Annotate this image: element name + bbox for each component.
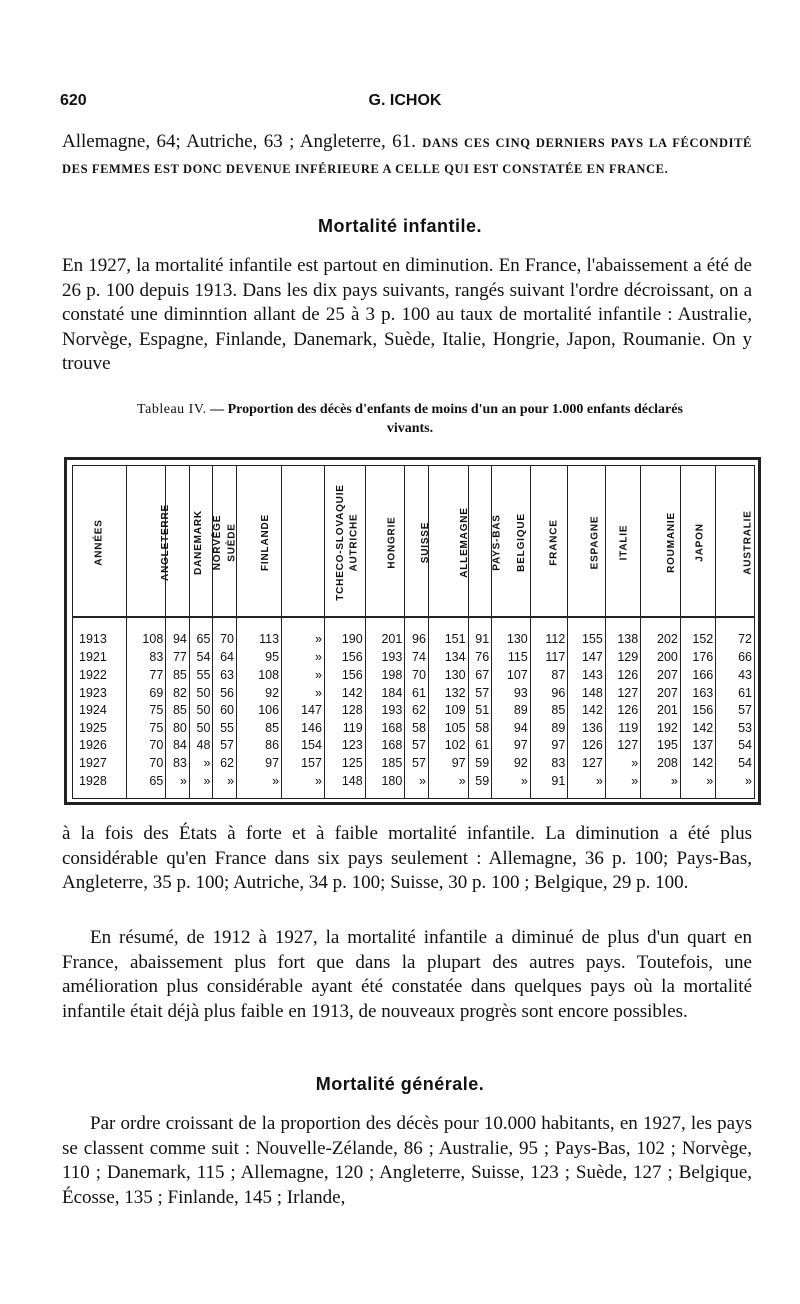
- table-cell: »: [237, 772, 282, 799]
- table-frame: [64, 457, 761, 805]
- table-row: [73, 701, 755, 719]
- column-header: [237, 466, 282, 618]
- table-cell: 126: [605, 666, 640, 684]
- table-cell: 83: [126, 648, 166, 666]
- table-cell: 168: [365, 737, 405, 755]
- table-cell: »: [189, 754, 213, 772]
- year-cell: 1913: [73, 617, 127, 648]
- section-title-infant: Mortalité infantile.: [317, 216, 482, 236]
- general-paragraph-1: Par ordre croissant de la proportion des décès pour 10.000 habitants, en 1927, les pays se classent comme suit : Nouvelle-Zélande, 86 ; Australie, 95 ; Pays-Bas, 102 ; Norvège, 110 ; Danemark, 115 ; Allemagne, 120 ; Angleterre, Suisse, 123 ; Suède, 127 ; Belgique, Écosse, 135 ; Finlande, 145 ; Irlande,: [62, 1113, 752, 1208]
- table-cell: 107: [492, 666, 531, 684]
- section-title-general: Mortalité générale.: [315, 1074, 485, 1094]
- table-cell: 142: [324, 684, 365, 702]
- table-cell: »: [680, 772, 715, 799]
- infant-paragraph-2: à la fois des États à forte et à faible mortalité infantile. La diminution a été plus considérable qu'en France dans six pays seulement : Allemagne, 36 p. 100; Pays-Bas, Angleterre, 35 p. 100; Autriche, 34 p. 100; Suisse, 30 p. 100 ; Belgique, 29 p. 100.: [62, 823, 752, 893]
- table-cell: 157: [282, 754, 325, 772]
- table-cell: 148: [568, 684, 606, 702]
- year-cell: 1928: [73, 772, 127, 799]
- table-row: [73, 617, 755, 648]
- table-cell: 57: [213, 737, 237, 755]
- table-cell: 208: [641, 754, 681, 772]
- table-cell: 112: [530, 617, 568, 648]
- table-cell: 70: [213, 617, 237, 648]
- table-cell: 59: [468, 754, 492, 772]
- table-cell: 85: [530, 701, 568, 719]
- table-cell: 96: [530, 684, 568, 702]
- table-cell: 192: [641, 719, 681, 737]
- table-cell: 94: [166, 617, 190, 648]
- table-cell: 207: [641, 666, 681, 684]
- table-cell: 94: [492, 719, 531, 737]
- table-cell: 137: [680, 737, 715, 755]
- table-cell: 54: [716, 754, 755, 772]
- table-cell: 190: [324, 617, 365, 648]
- infant-paragraph-3: En résumé, de 1912 à 1927, la mortalité infantile a diminué de plus d'un quart en France, abaissement plus fort que dans la plupart des autres pays. Toutefois, une amélioration plus considérable ayant été constatée dans quelques pays où la mortalité infantile était déjà plus faible en 1913, de nouveaux progrès sont encore possibles.: [62, 927, 752, 1022]
- table-cell: 132: [428, 684, 468, 702]
- table-cell: 87: [530, 666, 568, 684]
- table-cell: 115: [492, 648, 531, 666]
- table-cell: 126: [568, 737, 606, 755]
- table-cell: 193: [365, 701, 405, 719]
- mortality-table: [72, 465, 755, 799]
- column-header-label: JAPON: [694, 523, 706, 562]
- table-cell: 97: [428, 754, 468, 772]
- table-cell: 136: [568, 719, 606, 737]
- column-header-label: AUTRICHE: [348, 513, 360, 572]
- table-cell: 55: [189, 666, 213, 684]
- column-header: [568, 466, 606, 618]
- table-cell: 76: [468, 648, 492, 666]
- table-cell: 195: [641, 737, 681, 755]
- table-cell: 193: [365, 648, 405, 666]
- table-cell: 97: [237, 754, 282, 772]
- page-number: 620: [60, 92, 87, 109]
- table-cell: 83: [166, 754, 190, 772]
- table-cell: 77: [126, 666, 166, 684]
- table-cell: 126: [605, 701, 640, 719]
- table-cell: 55: [213, 719, 237, 737]
- running-author: G. ICHOK: [368, 92, 442, 109]
- table-cell: 66: [716, 648, 755, 666]
- table-cell: 74: [405, 648, 429, 666]
- table-cell: 168: [365, 719, 405, 737]
- column-header: [405, 466, 432, 618]
- table-cell: 134: [428, 648, 468, 666]
- table-cell: »: [492, 772, 531, 799]
- table-cell: 148: [324, 772, 365, 799]
- table-cell: 142: [680, 754, 715, 772]
- running-header: [60, 92, 750, 114]
- year-cell: 1922: [73, 666, 127, 684]
- column-header: [126, 466, 171, 618]
- table-cell: 127: [605, 684, 640, 702]
- table-cell: 105: [428, 719, 468, 737]
- table-cell: 65: [189, 617, 213, 648]
- table-cell: 142: [568, 701, 606, 719]
- table-cell: 130: [428, 666, 468, 684]
- column-header-label: FRANCE: [548, 519, 560, 566]
- column-header-label: BELGIQUE: [515, 513, 527, 572]
- table-cell: 119: [324, 719, 365, 737]
- table-cell: 91: [530, 772, 568, 799]
- table-cell: »: [189, 772, 213, 799]
- table-cell: 97: [530, 737, 568, 755]
- table-cell: 70: [405, 666, 429, 684]
- table-cell: 156: [324, 666, 365, 684]
- table-body: [73, 617, 755, 799]
- table-cell: 58: [405, 719, 429, 737]
- table-cell: »: [282, 648, 325, 666]
- table-cell: »: [213, 772, 237, 799]
- table-cell: 96: [405, 617, 429, 648]
- table-cell: 70: [126, 754, 166, 772]
- table-cell: 138: [605, 617, 640, 648]
- table-cell: 147: [282, 701, 325, 719]
- table-row: [73, 684, 755, 702]
- table-cell: 97: [492, 737, 531, 755]
- table-cell: 156: [324, 648, 365, 666]
- table-cell: 54: [716, 737, 755, 755]
- table-cell: 127: [605, 737, 640, 755]
- table-cell: 108: [237, 666, 282, 684]
- table-cell: 166: [680, 666, 715, 684]
- table-row: [73, 737, 755, 755]
- column-header: [282, 466, 346, 618]
- table-cell: »: [716, 772, 755, 799]
- table-cell: 201: [641, 701, 681, 719]
- table-caption: [120, 400, 700, 438]
- table-cell: 69: [126, 684, 166, 702]
- table-cell: 146: [282, 719, 325, 737]
- table-cell: 61: [716, 684, 755, 702]
- table-cell: 50: [189, 719, 213, 737]
- table-cell: 200: [641, 648, 681, 666]
- table-cell: 59: [468, 772, 492, 799]
- table-cell: 130: [492, 617, 531, 648]
- table-cell: »: [568, 772, 606, 799]
- column-header-label: ROUMANIE: [666, 512, 678, 573]
- table-label: Tableau IV.: [137, 402, 207, 417]
- table-cell: 89: [530, 719, 568, 737]
- table-cell: »: [282, 772, 325, 799]
- table-cell: 95: [237, 648, 282, 666]
- table-cell: 50: [189, 701, 213, 719]
- table-cell: 123: [324, 737, 365, 755]
- table-cell: 60: [213, 701, 237, 719]
- table-cell: 202: [641, 617, 681, 648]
- table-cell: »: [605, 754, 640, 772]
- year-cell: 1921: [73, 648, 127, 666]
- table-cell: 106: [237, 701, 282, 719]
- column-header: [680, 466, 715, 618]
- year-cell: 1924: [73, 701, 127, 719]
- column-header-label: TCHECO-SLOVAQUIE: [334, 484, 346, 601]
- column-header-label: NORVÈGE: [212, 514, 224, 571]
- table-cell: 61: [468, 737, 492, 755]
- table-cell: 65: [126, 772, 166, 799]
- table-cell: 57: [405, 737, 429, 755]
- table-cell: 75: [126, 701, 166, 719]
- table-cell: 198: [365, 666, 405, 684]
- table-cell: 63: [213, 666, 237, 684]
- table-cell: 57: [405, 754, 429, 772]
- table-cell: 152: [680, 617, 715, 648]
- column-header: [641, 466, 681, 618]
- year-cell: 1927: [73, 754, 127, 772]
- table-cell: 163: [680, 684, 715, 702]
- column-header-label: ANNÉES: [93, 519, 105, 566]
- table-cell: 180: [365, 772, 405, 799]
- column-header: [468, 466, 503, 618]
- table-cell: 176: [680, 648, 715, 666]
- column-header: [605, 466, 640, 618]
- column-header-label: PAYS-BAS: [491, 514, 503, 571]
- table-cell: 64: [213, 648, 237, 666]
- table-cell: 93: [492, 684, 531, 702]
- table-cell: 127: [568, 754, 606, 772]
- table-cell: 85: [166, 666, 190, 684]
- year-cell: 1926: [73, 737, 127, 755]
- table-row: [73, 666, 755, 684]
- table-cell: 119: [605, 719, 640, 737]
- table-cell: 58: [468, 719, 492, 737]
- table-cell: 142: [680, 719, 715, 737]
- table-cell: 117: [530, 648, 568, 666]
- table-cell: 91: [468, 617, 492, 648]
- column-header-label: SUISSE: [420, 521, 432, 564]
- table-cell: 85: [237, 719, 282, 737]
- intro-paragraph: [62, 130, 752, 181]
- table-cell: »: [605, 772, 640, 799]
- table-cell: »: [641, 772, 681, 799]
- column-header-label: HONGRIE: [386, 516, 398, 569]
- table-cell: 75: [126, 719, 166, 737]
- table-cell: 184: [365, 684, 405, 702]
- table-cell: 77: [166, 648, 190, 666]
- table-cell: 147: [568, 648, 606, 666]
- table-cell: 82: [166, 684, 190, 702]
- year-cell: 1925: [73, 719, 127, 737]
- intro-text: Allemagne, 64; Autriche, 63 ; Angleterre, 61.: [62, 131, 423, 152]
- table-cell: 92: [492, 754, 531, 772]
- table-cell: »: [282, 666, 325, 684]
- table-row: [73, 754, 755, 772]
- column-header-label: ALLEMAGNE: [458, 507, 470, 578]
- column-header-label: FINLANDE: [259, 514, 271, 571]
- table-caption-text: — Proportion des décès d'enfants de moins d'un an pour 1.000 enfants déclarés vivants.: [206, 402, 683, 436]
- table-cell: 92: [237, 684, 282, 702]
- table-cell: 54: [189, 648, 213, 666]
- table-cell: 62: [213, 754, 237, 772]
- table-cell: 102: [428, 737, 468, 755]
- table-row: [73, 772, 755, 799]
- table-cell: 113: [237, 617, 282, 648]
- table-cell: 185: [365, 754, 405, 772]
- table-cell: 80: [166, 719, 190, 737]
- table-cell: 109: [428, 701, 468, 719]
- table-row: [73, 719, 755, 737]
- table-cell: »: [282, 617, 325, 648]
- table-cell: 129: [605, 648, 640, 666]
- column-header: [365, 466, 405, 618]
- table-cell: 108: [126, 617, 166, 648]
- table-cell: 86: [237, 737, 282, 755]
- table-cell: 155: [568, 617, 606, 648]
- column-header-label: ESPAGNE: [589, 515, 601, 570]
- table-cell: 56: [213, 684, 237, 702]
- table-cell: 156: [680, 701, 715, 719]
- year-cell: 1923: [73, 684, 127, 702]
- table-cell: 62: [405, 701, 429, 719]
- table-cell: 154: [282, 737, 325, 755]
- table-cell: 143: [568, 666, 606, 684]
- table-cell: 207: [641, 684, 681, 702]
- column-header-label: ANGLETERRE: [159, 504, 171, 581]
- column-header-label: SUÈDE: [227, 523, 239, 562]
- table-cell: 57: [468, 684, 492, 702]
- table-row: [73, 648, 755, 666]
- intro-smallcaps: DANS CES CINQ DERNIERS PAYS LA FÉCONDITÉ DES FEMMES EST DONC DEVENUE INFÉRIEURE A CELLE QUI EST CONSTATÉE EN FRANCE.: [62, 136, 752, 176]
- table-cell: 70: [126, 737, 166, 755]
- table-cell: 85: [166, 701, 190, 719]
- table-header-row: [73, 466, 755, 618]
- table-cell: 51: [468, 701, 492, 719]
- table-cell: 151: [428, 617, 468, 648]
- table-cell: »: [166, 772, 190, 799]
- table-cell: 84: [166, 737, 190, 755]
- table-cell: 72: [716, 617, 755, 648]
- infant-paragraph-1: En 1927, la mortalité infantile est partout en diminution. En France, l'abaissement a été de 26 p. 100 depuis 1913. Dans les dix pays suivants, rangés suivant l'ordre décroissant, on a constaté une diminntion allant de 25 à 3 p. 100 au taux de mortalité infantile : Australie, Norvège, Espagne, Finlande, Danemark, Suède, Italie, Hongrie, Japon, Roumanie. On y trouve: [62, 255, 752, 374]
- column-header: [716, 466, 755, 618]
- table-cell: 67: [468, 666, 492, 684]
- table-cell: 48: [189, 737, 213, 755]
- column-header-label: AUSTRALIE: [742, 510, 754, 575]
- table-cell: 128: [324, 701, 365, 719]
- table-cell: 61: [405, 684, 429, 702]
- column-header-label: DANEMARK: [193, 510, 205, 575]
- table-cell: 89: [492, 701, 531, 719]
- table-cell: 201: [365, 617, 405, 648]
- table-cell: »: [282, 684, 325, 702]
- column-header: [530, 466, 568, 618]
- table-cell: 125: [324, 754, 365, 772]
- column-header: [73, 466, 127, 618]
- column-header-label: ITALIE: [618, 524, 630, 561]
- table-cell: 50: [189, 684, 213, 702]
- table-cell: 53: [716, 719, 755, 737]
- table-cell: »: [405, 772, 429, 799]
- column-header: [428, 466, 468, 618]
- table-cell: »: [428, 772, 468, 799]
- table-cell: 83: [530, 754, 568, 772]
- table-cell: 43: [716, 666, 755, 684]
- table-cell: 57: [716, 701, 755, 719]
